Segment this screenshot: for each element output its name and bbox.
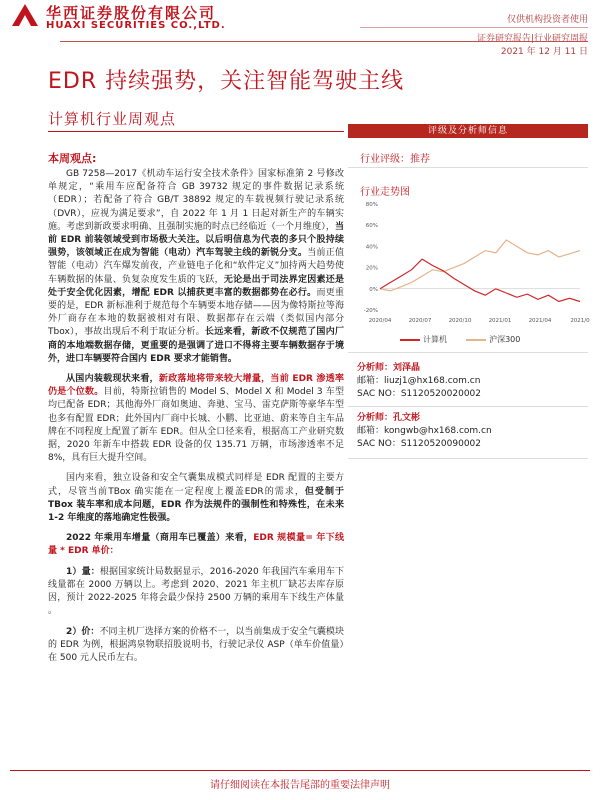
x-tick-label: 2020/07 — [408, 318, 432, 324]
brand-name-en: HUAXI SECURITIES CO.,LTD. — [46, 20, 226, 31]
paragraph-2 — [48, 373, 344, 465]
series-line-hs300 — [380, 240, 580, 291]
industry-rating: 行业评级：推荐 — [360, 154, 430, 165]
paragraph-3 — [48, 472, 344, 525]
brand-name-cn: 华西证券股份有限公司 — [46, 4, 217, 22]
y-tick-label: 60% — [365, 223, 378, 230]
subtitle-underline — [48, 131, 344, 132]
industry-trend-chart — [360, 198, 590, 328]
para1-bold-3: 长远来看，新政不仅规范了国内厂商的本地端数据存储，更重要的是强调了进口不得将主要车辆数据存于境外，进口车辆要符合国内 EDR 要求才能销售。 — [48, 327, 344, 364]
report-date: 2021 年 12 月 11 日 — [500, 47, 588, 57]
report-title: EDR 持续强势，关注智能驾驶主线 — [48, 69, 405, 94]
legend-label-computer: 计算机 — [423, 335, 447, 344]
report-type: 证券研究报告|行业研究周报 — [476, 34, 588, 44]
series-line-computer — [380, 259, 580, 301]
legend-swatch-computer — [400, 339, 420, 341]
para6-text-1: 不同主机厂选择方案的价格不一，以当前集成于安全气囊模块的 EDR 为例，根据鸿泉物联招股说明书，行驶记录仪 ASP（单车价值量）在 500 元人民币左右。 — [48, 626, 344, 663]
para2-highlight-1: 新政落地将带来较大增量，当前 EDR 渗透率仍是个位数。 — [48, 374, 344, 398]
analyst-2-sac: SAC NO：S1120520090002 — [357, 439, 481, 449]
paragraph-6 — [48, 626, 344, 666]
section-label: 本周观点: — [48, 152, 97, 165]
para5-text-1: 根据国家统计局数据显示，2016-2020 年我国汽车乘用车下线量都在 2000 万辆以上。考虑到 2020、2021 年主机厂缺芯去库存原因，预计 2022-2025 年将会最少保持 2500 万辆的乘用车下线生产体量 。 — [48, 566, 344, 617]
analyst-divider-1 — [348, 406, 588, 407]
para3-text-1: 国内来看，独立设备和安全气囊集成模式同样是 EDR 配置的主要方式，尽管当前TBox 确实能在一定程度上覆盖EDR的需求， — [48, 473, 344, 497]
analyst-2-email[interactable]: 邮箱：kongwb@hx168.com.cn — [357, 426, 492, 436]
para3-bold-1: 但受制于 TBox 装车率和成本问题，EDR 作为法规件的强制性和特殊性，在未来 1-2 年维度的落地确定性极强。 — [48, 486, 344, 524]
legend-label-hs300: 沪深300 — [489, 335, 521, 344]
footer-divider — [10, 770, 590, 771]
header-divider — [60, 41, 588, 42]
para6-bold-1: 2）价： — [66, 626, 100, 637]
para1-text-1: GB 7258—2017《机动车运行安全技术条件》国家标准第 2 号修改单规定，“乘用车应配备符合 GB 39732 规定的事件数据记录系统（EDR）；若配备了符合 GB/T 38892 规定的车载视频行驶记录系统（DVR），应视为满足要求”，自 2022 年 1 月 1 日起对新生产的车辆实施。考虑到新政要求明确、且强制实施的时点已经临近（一个月维度）， — [48, 169, 344, 232]
analyst-1-name: 分析师：刘泽晶 — [357, 363, 421, 373]
y-tick-label: 0% — [369, 286, 378, 293]
para4-bold-1: 2022 年乘用车增量（商用车已覆盖）来看， — [66, 533, 254, 544]
legal-notice: 请仔细阅读在本报告尾部的重要法律声明 — [210, 780, 390, 791]
analyst-1-email[interactable]: 邮箱：liuzj1@hx168.com.cn — [357, 376, 481, 386]
y-tick-label: -20% — [363, 308, 378, 314]
para1-text-3: 而更重要的是，EDR 新标准利于规范每个车辆要本地存储——因为像特斯拉等海外厂商存在本地的数据被相对有限、数据都存在云端（类似国内部分 Tbox），事故出现后不利于取证分析。 — [48, 287, 344, 338]
paragraph-1 — [48, 168, 344, 366]
x-tick-label: 2020/04 — [368, 318, 392, 324]
para1-text-2: 当前正值智能（电动）汽车爆发前夜，产业链电子化和“软件定义”加持两大趋势使车辆数据的体量、负复杂度发生质的飞跃， — [48, 248, 344, 285]
legend-swatch-hs300 — [466, 339, 486, 341]
header-divider-short — [360, 27, 588, 28]
rating-section-header: 评级及分析师信息 — [348, 124, 588, 138]
para4-highlight-1: EDR 规模量= 年下线量 * EDR 单价： — [48, 533, 345, 557]
y-tick-label: 80% — [365, 202, 378, 208]
para5-bold-1: 1）量： — [66, 566, 100, 577]
analyst-block-2 — [357, 412, 492, 451]
chart-divider — [348, 352, 588, 353]
para1-bold-2: 无论是出于司法界定因素还是处于安全优化因素，增配 EDR 以捕获更丰富的数据都势在必行。 — [48, 274, 344, 298]
x-tick-label: 2021/01 — [488, 318, 512, 324]
paragraph-4 — [48, 532, 344, 558]
trend-chart-label: 行业走势图 — [360, 187, 410, 198]
para2-bold-1: 从国内装载现状来看， — [66, 374, 159, 385]
paragraph-5 — [48, 566, 344, 619]
x-tick-label: 2020/10 — [448, 318, 472, 324]
chart-legend — [400, 334, 520, 345]
analyst-2-name: 分析师：孔文彬 — [357, 413, 421, 423]
rating-divider — [348, 167, 588, 168]
para2-text-1: 目前，特斯拉销售的 Model S、Model X 和 Model 3 车型均已配备 EDR；其他海外厂商如奥迪、奔驰、宝马、雷克萨斯等豪华车型也多有配置 EDR；此外国内厂商中长城、小鹏、比亚迪、蔚来等自主车品牌在不同程度上配置了新车 EDR。但从全口径来看，根据高工产业研究数据，2020 年新车中搭载 EDR 设备的仅 135.71 万辆，市场渗透率不足 8%，具有巨大提升空间。 — [48, 387, 344, 464]
huaxi-logo — [10, 2, 40, 28]
x-tick-label: 2021/0 — [570, 318, 590, 324]
report-subtitle: 计算机行业周观点 — [48, 110, 177, 128]
analyst-1-sac: SAC NO：S1120520020002 — [357, 389, 481, 399]
y-tick-label: 20% — [365, 265, 378, 272]
para1-bold-1: 当前 EDR 前装领域受到市场极大关注。以后明信息为代表的多只个股持续强势，该领域正在成为智能（电动）汽车驾驶主线的新锐分支。 — [48, 221, 344, 259]
audience-note: 仅供机构投资者使用 — [506, 15, 588, 25]
y-tick-label: 40% — [365, 244, 378, 251]
x-tick-label: 2021/04 — [528, 318, 552, 324]
analyst-block-1 — [357, 362, 481, 401]
body-text — [48, 168, 344, 672]
analyst-divider-2 — [348, 458, 588, 459]
